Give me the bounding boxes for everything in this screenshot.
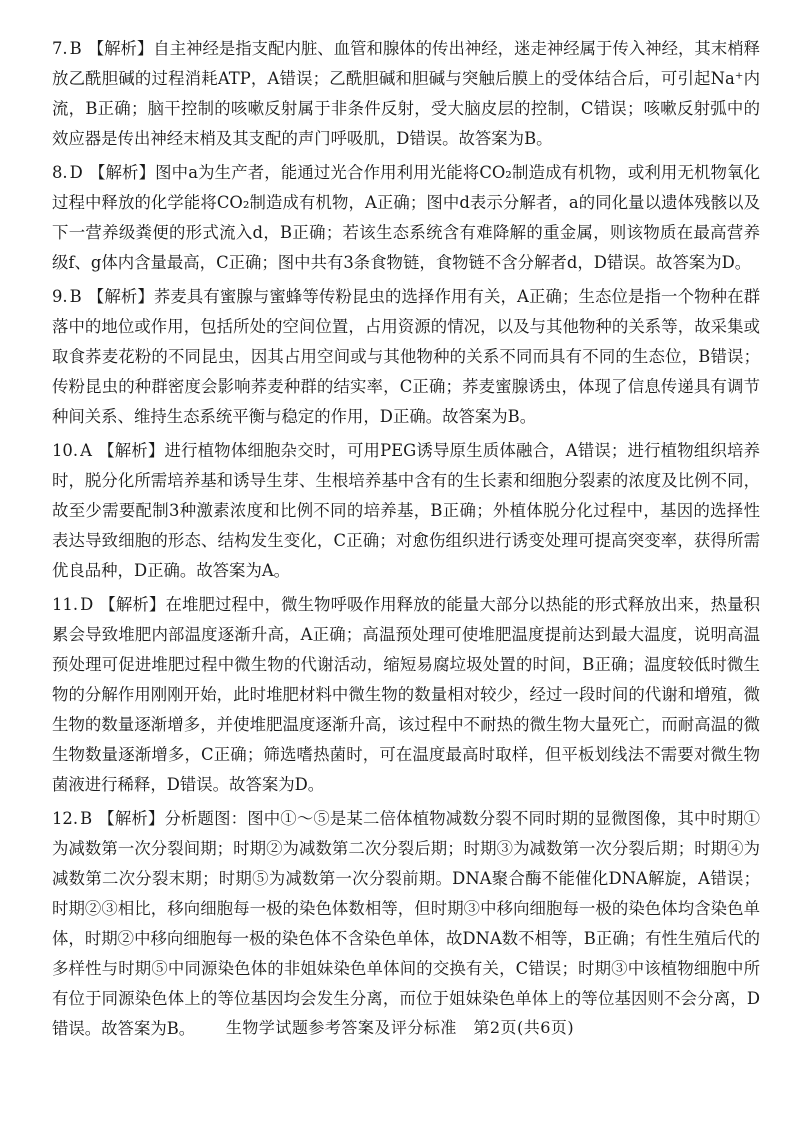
answer-letter: D [69, 163, 83, 182]
analysis-tag: 【解析】 [97, 441, 165, 460]
analysis-tag: 【解析】 [87, 39, 154, 58]
page-footer: 生物学试题参考答案及评分标准 第2页(共6页) [225, 1018, 575, 1037]
analysis-text: 自主神经是指支配内脏、血管和腺体的传出神经，迷走神经属于传入神经，其末梢释放乙酰胆碱的过程消耗ATP，A错误；乙酰胆碱和胆碱与突触后膜上的受体结合后，可引起Na⁺内流，B正确；脑干控制的咳嗽反射属于非条件反射，受大脑皮层的控制，C错误；咳嗽反射弧中的效应器是传出神经末梢及其支配的声门呼吸肌，D错误。故答案为B。 [52, 39, 761, 148]
answer-item-8 [52, 158, 760, 278]
answer-list [52, 34, 760, 1048]
answer-item-10 [52, 436, 760, 586]
analysis-text: 荞麦具有蜜腺与蜜蜂等传粉昆虫的选择作用有关，A正确；生态位是指一个物种在群落中的地位或作用，包括所处的空间位置，占用资源的情况，以及与其他物种的关系等，故采集或取食荞麦花粉的不同昆虫，因其占用空间或与其他物种的关系不同而具有不同的生态位，B错误；传粉昆虫的种群密度会影响荞麦种群的结实率，C正确；荞麦蜜腺诱虫，体现了信息传递具有调节种间关系、维持生态系统平衡与稳定的作用，D正确。故答案为B。 [52, 287, 760, 426]
answer-item-7 [52, 34, 760, 154]
question-number: 10. [52, 441, 79, 460]
answer-letter: B [69, 39, 82, 58]
analysis-text: 分析题图：图中①～⑤是某二倍体植物减数分裂不同时期的显微图像，其中时期①为减数第一次分裂间期；时期②为减数第二次分裂后期；时期③为减数第一次分裂后期；时期④为减数第二次分裂末期；时期⑤为减数第一次分裂前期。DNA聚合酶不能催化DNA解旋，A错误；时期②③相比，移向细胞每一极的染色体数相等，但时期③中移向细胞每一极的染色体均含染色单体，时期②中移向细胞每一极的染色体不含染色单体，故DNA数不相等，B正确；有性生殖后代的多样性与时期⑤中同源染色体的非姐妹染色单体间的交换有关，C错误；时期③中该植物细胞中所有位于同源染色体上的等位基因均会发生分离，而位于姐妹染色单体上的等位基因则不会分离，D错误。故答案为B。 [52, 809, 760, 1038]
answer-item-12 [52, 804, 760, 1044]
answer-letter: B [69, 287, 82, 306]
question-number: 9. [52, 287, 68, 306]
answer-letter: D [80, 595, 94, 614]
analysis-text: 进行植物体细胞杂交时，可用PEG诱导原生质体融合，A错误；进行植物组织培养时，脱分化所需培养基和诱导生芽、生根培养基中含有的生长素和细胞分裂素的浓度及比例不同，故至少需要配制3种激素浓度和比例不同的培养基，B正确；外植体脱分化过程中，基因的选择性表达导致细胞的形态、结构发生变化，C正确；对愈伤组织进行诱变处理可提高突变率，获得所需优良品种，D正确。故答案为A。 [52, 441, 761, 580]
analysis-tag: 【解析】 [87, 287, 154, 306]
answer-item-11 [52, 590, 760, 800]
question-number: 12. [52, 809, 79, 828]
analysis-tag: 【解析】 [99, 595, 166, 614]
analysis-text: 图中a为生产者，能通过光合作用利用光能将CO₂制造成有机物，或利用无机物氧化过程中释放的化学能将CO₂制造成有机物，A正确；图中d表示分解者，a的同化量以遗体残骸以及下一营养级粪便的形式流入d，B正确；若该生态系统含有难降解的重金属，则该物质在最高营养级f、g体内含量最高，C正确；图中共有3条食物链，食物链不含分解者d，D错误。故答案为D。 [52, 163, 761, 272]
answer-letter: A [80, 441, 92, 460]
answer-letter: B [80, 809, 93, 828]
analysis-text: 在堆肥过程中，微生物呼吸作用释放的能量大部分以热能的形式释放出来，热量积累会导致堆肥内部温度逐渐升高，A正确；高温预处理可使堆肥温度提前达到最大温度，说明高温预处理可促进堆肥过程中微生物的代谢活动，缩短易腐垃圾处置的时间，B正确；温度较低时微生物的分解作用刚刚开始，此时堆肥材料中微生物的数量相对较少，经过一段时间的代谢和增殖，微生物的数量逐渐增多，并使堆肥温度逐渐升高，该过程中不耐热的微生物大量死亡，而耐高温的微生物数量逐渐增多，C正确；筛选嗜热菌时，可在温度最高时取样，但平板划线法不需要对微生物菌液进行稀释，D错误。故答案为D。 [52, 595, 761, 794]
question-number: 8. [52, 163, 68, 182]
question-number: 7. [52, 39, 68, 58]
analysis-tag: 【解析】 [88, 163, 156, 182]
answer-item-9 [52, 282, 760, 432]
question-number: 11. [52, 595, 79, 614]
analysis-tag: 【解析】 [98, 809, 165, 828]
